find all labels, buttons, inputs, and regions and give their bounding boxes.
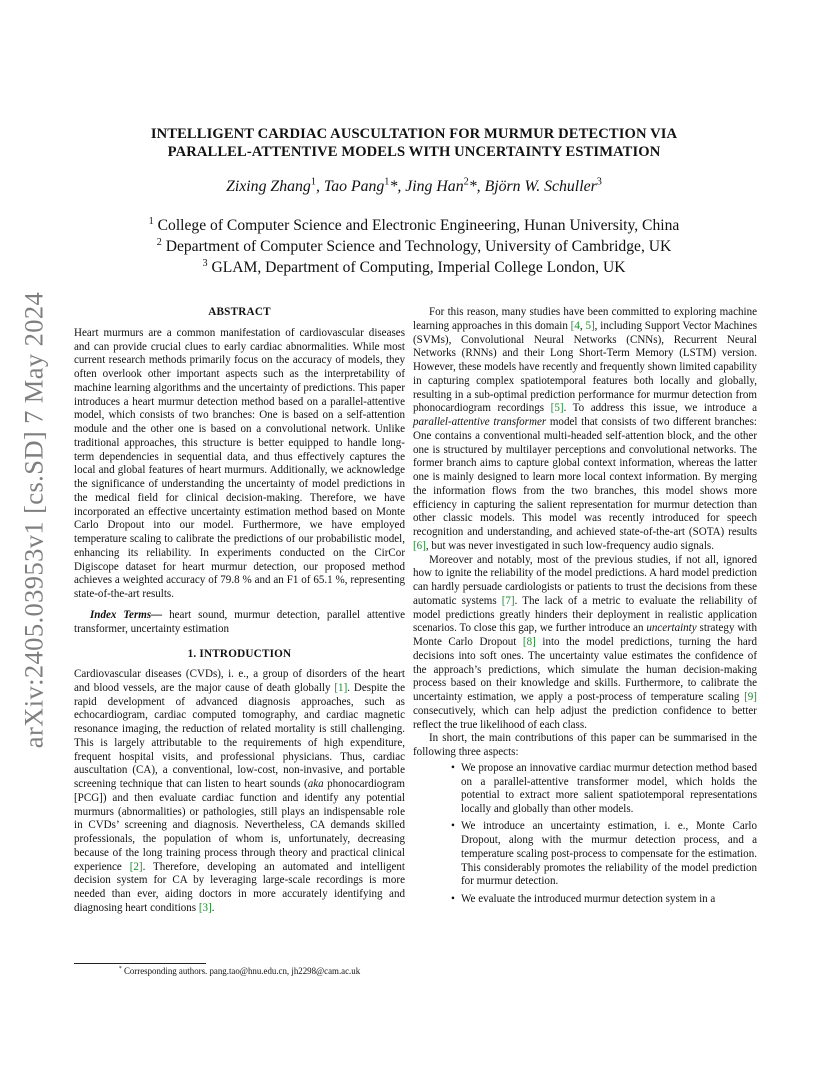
- contribution-list: [413, 762, 757, 907]
- author-list: Zixing Zhang$^1$, Tao Pang$^1$*, Jing Han$^2$*, Björn W. Schuller$^3$: [226, 176, 602, 195]
- citation-link[interactable]: [9]: [744, 691, 757, 703]
- citation-link[interactable]: 5]: [585, 319, 595, 332]
- index-terms: Index Terms— heart sound, murmur detection, parallel attentive transformer, uncertainty estimation: [74, 608, 406, 635]
- author-affil-mark: 3: [596, 176, 602, 188]
- affiliation: $^3$ GLAM, Department of Computing, Imperial College London, UK: [202, 257, 626, 276]
- citation-link[interactable]: [1]: [334, 681, 348, 694]
- citation-link[interactable]: [8]: [522, 636, 536, 648]
- abstract-heading: ABSTRACT: [208, 306, 271, 318]
- affiliation: $^1$ College of Computer Science and Electronic Engineering, Hunan University, China: [148, 215, 680, 234]
- intro-paragraph-2: For this reason, many studies have been committed to exploring machine learning approaches in this domain [4, 5], including Support Vector Machines (SVMs), Convolutional Neural Networks (CNNs), Recurrent Neural Networks (RNNs) and their Long Short-Term Memory (LSTM) version. However, these models have recently and frequently shown limited capability in capturing complex spatiotemporal features both locally and globally, resulting in a sub-optimal prediction performance for murmur detection from phonocardiogram recordings [5]. To address this issue, we introduce a parallel-attentive transformer model that consists of two different branches: One contains a conventional multi-headed self-attention block, and the other one is structured by multilayer perceptions and convolutional networks. The former branch aims to capture global context information, whereas the latter one is mainly designed to learn more local context information. By merging the information flows from the two branches, this model shows more efficiency in capturing the salient representation for murmur detection than other classic models. This model was recently introduced for speech recognition and understanding, and achieved state-of-the-art (SOTA) results [6], but was never investigated in such low-frequency audio signals.: [413, 306, 758, 552]
- author-affil-mark: 1: [310, 176, 316, 188]
- affiliation-list: [60, 215, 768, 278]
- author-name: Jing Han: [405, 178, 464, 195]
- citation-link[interactable]: [2]: [129, 860, 143, 873]
- intro-paragraph-1: Cardiovascular diseases (CVDs), i. e., a group of disorders of the heart and blood vessels, are the major cause of death globally [1]. Despite the rapid development of advanced diagnosis approaches, such as echocardiogram, cardiac computed tomography, and cardiac magnetic resonance imaging, the reduction of related mortality is still challenging. This is largely attributable to the requirements of high expenditure, frequent hospital visits, and professional physicians. Thus, cardiac auscultation (CA), a conventional, low-cost, non-invasive, and portable screening technique that can listen to heart sounds (aka phonocardiogram [PCG]) and then evaluate cardiac function and identify any potential murmurs (abnormalities) or pathologies, still plays an indispensable role in CVDs’ screening and diagnosis. Nevertheless, CA demands skilled professionals, the population of whom is, unfortunately, decreasing because of the long training process through theory and practical clinical experience [2]. Therefore, developing an automated and intelligent decision system for CA by leveraging large-scale recordings is more needed than ever, aiding doctors in more accurately identifying and diagnosing heart conditions [3].: [74, 668, 405, 914]
- list-item: • We introduce an uncertainty estimation, i. e., Monte Carlo Dropout, along with the murmur detection process, and a temperature scaling post-process to compensate for the estimation. This considerably promotes the reliability of the model prediction for murmur detection.: [413, 820, 757, 889]
- author-name: Zixing Zhang: [226, 178, 311, 195]
- corresponding-mark: *: [468, 178, 477, 195]
- affiliation: $^2$ Department of Computer Science and Technology, University of Cambridge, UK: [156, 236, 672, 255]
- intro-paragraph-4: In short, the main contributions of this paper can be summarised in the following three aspects:: [413, 732, 757, 758]
- intro-paragraph-3: Moreover and notably, most of the previous studies, if not all, ignored how to ignite the reliability of the model predictions. A hard model prediction can hardly persuade cardiologists or patients to trust the decisions from these automatic systems [7]. The lack of a metric to evaluate the reliability of model predictions greatly hinders their deployment in realistic application scenarios. To close this gap, we further introduce an uncertainty strategy with Monte Carlo Dropout [8] into the model predictions, turning the hard decisions into soft ones. The uncertainty value estimates the confidence of the approach’s predictions, which simulate the human decision-making process based on their knowledge and skills. Furthermore, to calibrate the uncertainty estimation, we apply a post-process of temperature scaling [9] consecutively, which can help adjust the prediction confidence to better reflect the true likelihood of each class.: [413, 553, 758, 731]
- list-item: • We propose an innovative cardiac murmur detection method based on a parallel-attentive transformer model, which holds the potential to extract more salient spatiotemporal representations locally and globally than other models.: [413, 762, 757, 817]
- corresponding-mark: *: [389, 178, 398, 195]
- paper-title: [80, 125, 748, 161]
- footnote: * Corresponding authors. pang.tao@hnu.edu.cn, jh2298@cam.ac.uk: [118, 966, 361, 976]
- list-item: • We evaluate the introduced murmur detection system in a: [413, 893, 757, 907]
- title-line-1: INTELLIGENT CARDIAC AUSCULTATION FOR MURMUR DETECTION VIA: [150, 126, 678, 142]
- arxiv-identifier: [12, 285, 56, 755]
- citation-link[interactable]: [3]: [198, 901, 212, 914]
- citation-link[interactable]: [7]: [501, 594, 515, 607]
- right-column: [413, 306, 757, 910]
- author-name: Björn W. Schuller: [484, 178, 597, 195]
- index-terms-label: Index Terms—: [90, 608, 163, 621]
- citation-link[interactable]: [5]: [550, 402, 564, 415]
- abstract-body: Heart murmurs are a common manifestation of cardiovascular diseases and can provide crucial clues to early cardiac abnormalities. While most current research methods primarily focus on the accuracy of models, they often overlook other important aspects such as the interpretability of machine learning algorithms and the uncertainty of predictions. This paper introduces a heart murmur detection method based on a parallel-attentive model, which consists of two branches: One is based on a self-attention module and the other one is based on a convolutional network. Unlike traditional approaches, this structure is better equipped to handle long-term dependencies in sequential data, and thus effectively captures the local and global features of heart murmurs. Additionally, we acknowledge the significance of understanding the uncertainty of model predictions in the medical field for clinical decision-making. Therefore, we have incorporated an effective uncertainty estimation method based on Monte Carlo Dropout into our model. Furthermore, we have employed temperature scaling to calibrate the predictions of our probabilistic model, enhancing its reliability. In experiments conducted on the CirCor Digiscope dataset for heart murmur detection, our proposed method achieves a weighted accuracy of 79.8 % and an F1 of 65.1 %, representing state-of-the-art results.: [74, 326, 405, 600]
- citation-link[interactable]: [6]: [413, 539, 426, 552]
- arxiv-identifier-text: arXiv:2405.03953v1 [cs.SD] 7 May 2024: [18, 291, 49, 749]
- introduction-heading: 1. INTRODUCTION: [187, 648, 292, 661]
- citation-link[interactable]: [4: [570, 319, 580, 332]
- author-affil-mark: 2: [463, 176, 469, 188]
- author-name: Tao Pang: [323, 178, 385, 195]
- footnote-rule: [74, 963, 206, 964]
- author-affil-mark: 1: [384, 176, 390, 188]
- left-column: [74, 306, 405, 916]
- title-line-2: PARALLEL-ATTENTIVE MODELS WITH UNCERTAINTY ESTIMATION: [167, 144, 661, 160]
